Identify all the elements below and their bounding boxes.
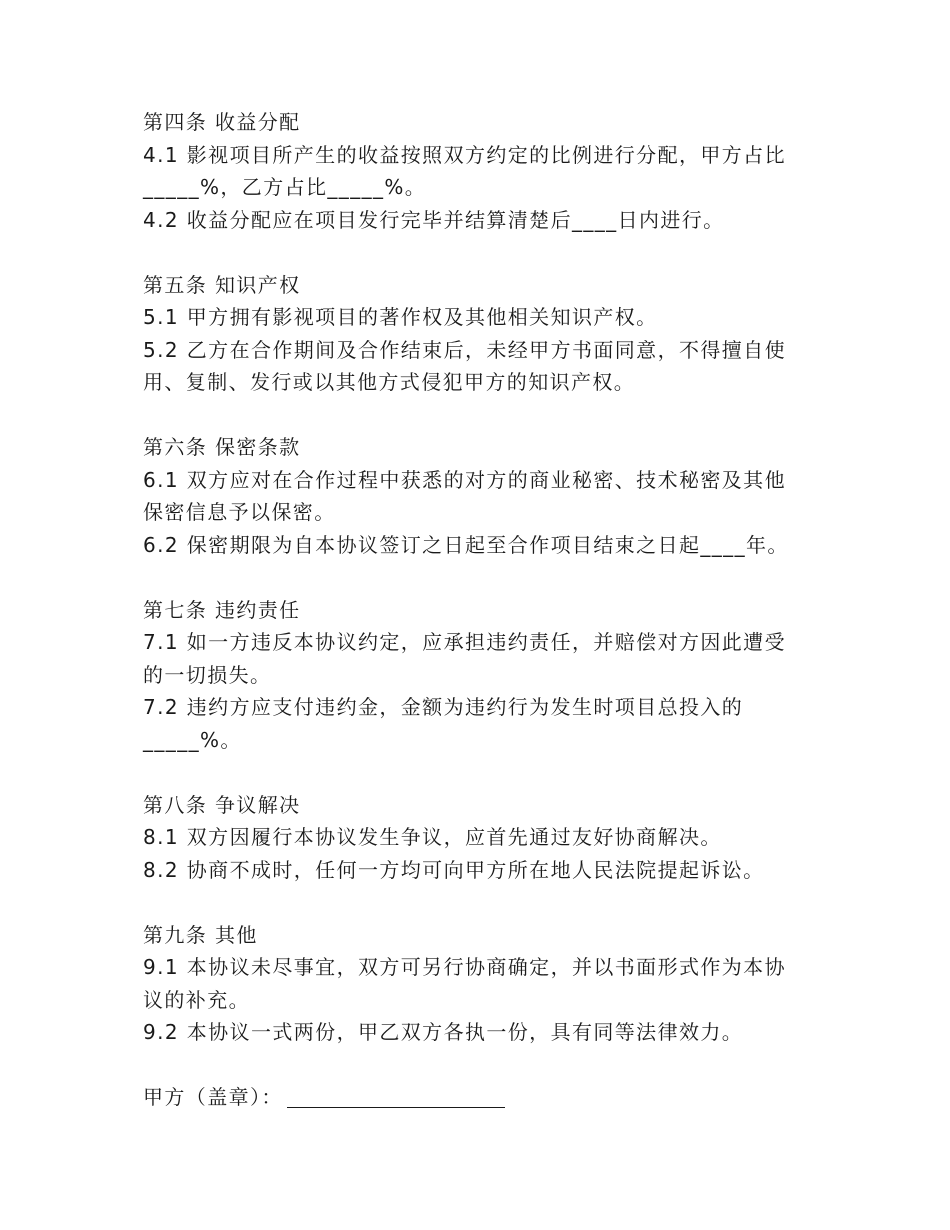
clause-line: 8.1 双方因履行本协议发生争议，应首先通过友好协商解决。 — [143, 825, 722, 849]
party-a-signature — [143, 1081, 803, 1114]
spacer — [143, 886, 803, 919]
article-heading: 第七条 违约责任 — [143, 597, 301, 622]
article-heading: 第八条 争议解决 — [143, 792, 301, 817]
clause-line: 5.2 乙方在合作期间及合作结束后，未经甲方书面同意，不得擅自使 — [143, 337, 786, 362]
clause-line: 的一切损失。 — [143, 662, 272, 687]
clause-line: 9.2 本协议一式两份，甲乙双方各执一份，具有同等法律效力。 — [143, 1020, 744, 1044]
clause-line: 6.1 双方应对在合作过程中获悉的对方的商业秘密、技术秘密及其他 — [143, 467, 786, 492]
clause-line: _____%。 — [143, 727, 242, 752]
article-heading: 第九条 其他 — [143, 922, 258, 947]
clause-line: 4.1 影视项目所产生的收益按照双方约定的比例进行分配，甲方占比 — [143, 142, 786, 167]
clause-line: 5.1 甲方拥有影视项目的著作权及其他相关知识产权。 — [143, 305, 658, 329]
party-a-seal-label: 甲方（盖章）： — [143, 1085, 283, 1109]
clause-line: 7.2 违约方应支付违约金，金额为违约行为发生时项目总投入的 — [143, 695, 744, 719]
article-heading: 第四条 收益分配 — [143, 110, 301, 134]
clause-line: 用、复制、发行或以其他方式侵犯甲方的知识产权。 — [143, 370, 636, 394]
spacer — [143, 236, 803, 269]
article-heading: 第五条 知识产权 — [143, 272, 301, 297]
clause-line: 议的补充。 — [143, 987, 250, 1012]
article-heading: 第六条 保密条款 — [143, 435, 301, 459]
document-page — [143, 106, 803, 1114]
spacer — [143, 561, 803, 594]
party-a-signature-blank[interactable] — [287, 1085, 505, 1108]
clause-line: 4.2 收益分配应在项目发行完毕并结算清楚后____日内进行。 — [143, 207, 725, 232]
clause-line: 7.1 如一方违反本协议约定，应承担违约责任，并赔偿对方因此遭受 — [143, 630, 786, 654]
clause-line: 保密信息予以保密。 — [143, 500, 336, 524]
spacer — [143, 756, 803, 789]
clause-line: 9.1 本协议未尽事宜，双方可另行协商确定，并以书面形式作为本协 — [143, 955, 786, 979]
spacer — [143, 399, 803, 432]
clause-line: 6.2 保密期限为自本协议签订之日起至合作项目结束之日起____年。 — [143, 532, 789, 557]
spacer — [143, 1049, 803, 1082]
clause-line: 8.2 协商不成时，任何一方均可向甲方所在地人民法院提起诉讼。 — [143, 857, 765, 882]
clause-line: _____%，乙方占比_____%。 — [143, 175, 427, 199]
